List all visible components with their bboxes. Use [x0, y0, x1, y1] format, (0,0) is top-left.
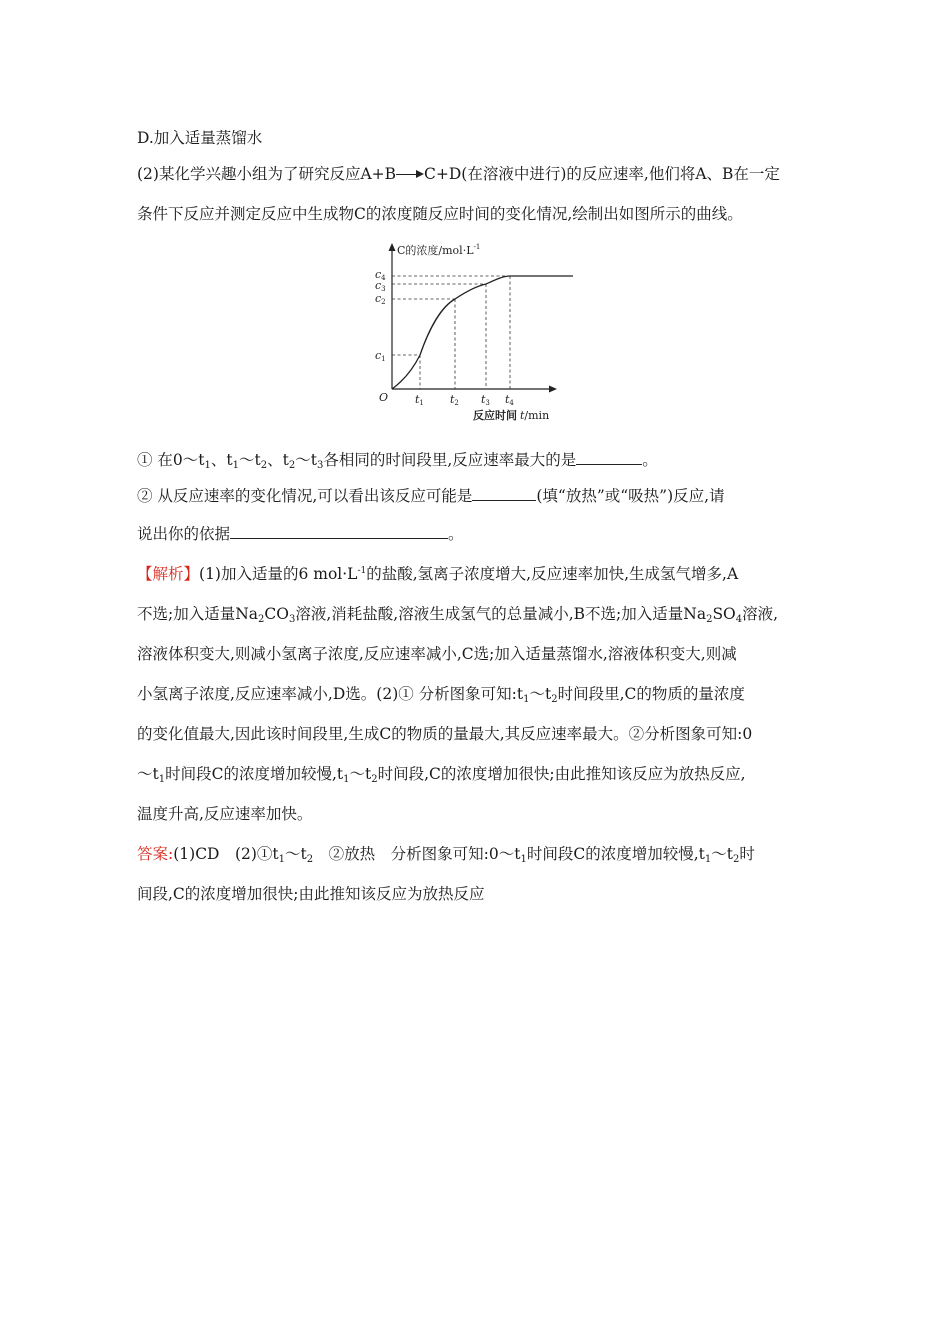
sub-question-2 [137, 484, 817, 507]
option-d: D.加入适量蒸馏水 [137, 129, 263, 147]
y-axis-arrow-icon [389, 243, 396, 251]
analysis-line-3: 溶液体积变大,则减小氢离子浓度,反应速率减小,C选;加入适量蒸馏水,溶液体积变大,则减 [137, 645, 737, 663]
answer-sub: 2 [733, 854, 740, 865]
analysis-sub: 1 [158, 774, 166, 785]
analysis-text: SO [712, 605, 736, 623]
series-line [392, 276, 573, 389]
sq2-pre: ② 从反应速率的变化情况,可以看出该反应可能是 [137, 487, 473, 505]
answer-text: ②放热 分析图象可知:0～t [313, 845, 521, 863]
answer-blank-3[interactable] [230, 522, 448, 539]
answer-sub: 1 [704, 854, 712, 865]
question-2-line-2: 条件下反应并测定反应中生成物C的浓度随反应时间的变化情况,绘制出如图所示的曲线。 [137, 205, 743, 223]
analysis-sub: 2 [551, 694, 558, 705]
sq2-line2-end: 。 [448, 525, 464, 543]
x-tick-t4: t4 [505, 393, 514, 407]
x-tick-t1: t1 [415, 393, 424, 407]
y-axis-label: C的浓度$/mol\cdot L^{-1}$ [397, 243, 481, 257]
y-tick-c1: c1 [375, 349, 386, 363]
analysis-text: ～t [529, 685, 552, 703]
analysis-text: ～t [137, 765, 159, 783]
x-tick-t2: t2 [450, 393, 459, 407]
analysis-text: 不选;加入适量Na [137, 605, 259, 623]
answer-text: (1)CD (2)①t [173, 845, 279, 863]
y-tick-c2: c2 [375, 292, 386, 306]
x-axis-arrow-icon [549, 386, 557, 393]
answer-tag: 答案: [137, 845, 174, 863]
sq1-mid: 、t [267, 451, 289, 469]
analysis-line-1 [137, 563, 817, 585]
analysis-sub: 2 [371, 774, 378, 785]
sub-question-1 [137, 448, 817, 471]
sq1-mid: ～t [295, 451, 317, 469]
answer-sub: 2 [306, 854, 314, 865]
origin-label: O [379, 391, 389, 404]
analysis-text: 的盐酸,氢离子浓度增大,反应速率加快,生成氢气增多,A [366, 565, 739, 583]
analysis-sub: 4 [735, 614, 743, 625]
analysis-text: 溶液, [742, 605, 779, 623]
analysis-sup: -1 [357, 566, 367, 576]
x-axis-label: 反应时间 t/min [473, 409, 550, 422]
sq1-sub: 3 [316, 460, 324, 471]
answer-line-1 [137, 843, 817, 865]
answer-blank-2[interactable] [472, 484, 536, 501]
analysis-tag: 【解析】 [137, 565, 200, 583]
y-tick-c3: c3 [375, 279, 386, 293]
analysis-sub: 2 [258, 614, 265, 625]
analysis-line-4 [137, 683, 817, 705]
sq1-mid: ～t [239, 451, 261, 469]
analysis-text: 时间段,C的浓度增加很快;由此推知该反应为放热反应, [377, 765, 746, 783]
answer-text: 时间段C的浓度增加较慢,t [526, 845, 705, 863]
sq1-mid: 、t [210, 451, 233, 469]
answer-text: ～t [285, 845, 307, 863]
sq1-sub: 1 [232, 460, 240, 471]
answer-blank-1[interactable] [576, 448, 642, 465]
analysis-text: 时间段C的浓度增加较慢,t [165, 765, 344, 783]
question-2-line-1 [137, 163, 817, 185]
analysis-text: 溶液,消耗盐酸,溶液生成氢气的总量减小,B不选;加入适量Na [295, 605, 707, 623]
sq1-sub: 1 [204, 460, 211, 471]
analysis-text: (1)加入适量的6 mol·L [199, 565, 358, 583]
sq1-sub: 2 [288, 460, 296, 471]
analysis-text: 小氢离子浓度,反应速率减小,D选。(2)① 分析图象可知:t [137, 685, 524, 703]
analysis-text: 时间段里,C的物质的量浓度 [557, 685, 745, 703]
reaction-arrow-icon [396, 169, 424, 181]
analysis-text: CO [264, 605, 289, 623]
answer-text: 时 [739, 845, 755, 863]
analysis-line-5: 的变化值最大,因此该时间段里,生成C的物质的量最大,其反应速率最大。②分析图象可知:0 [137, 725, 753, 743]
concentration-time-graph [355, 237, 605, 427]
sq2-post: (填“放热”或“吸热”)反应,请 [536, 487, 725, 505]
answer-sub: 1 [520, 854, 527, 865]
y-tick-c4: c4 [375, 268, 386, 282]
analysis-sub: 2 [706, 614, 713, 625]
sq1-end: 。 [642, 451, 658, 469]
q2-text-post: C+D(在溶液中进行)的反应速率,他们将A、B在一定 [424, 165, 780, 183]
x-tick-t3: t3 [481, 393, 490, 407]
sq1-sub: 2 [260, 460, 268, 471]
analysis-sub: 1 [343, 774, 350, 785]
analysis-line-7: 温度升高,反应速率加快。 [137, 805, 313, 823]
analysis-sub: 1 [523, 694, 530, 705]
answer-text: ～t [711, 845, 733, 863]
sq1-pre: ① 在0～t [137, 451, 205, 469]
sq1-post: 各相同的时间段里,反应速率最大的是 [323, 451, 577, 469]
analysis-sub: 3 [288, 614, 296, 625]
sub-question-2-line-2 [137, 522, 817, 545]
answer-sub: 1 [278, 854, 286, 865]
analysis-text: ～t [349, 765, 372, 783]
analysis-line-2 [137, 603, 817, 625]
analysis-line-6 [137, 763, 817, 785]
answer-line-2: 间段,C的浓度增加很快;由此推知该反应为放热反应 [137, 885, 485, 903]
sq2-line2-pre: 说出你的依据 [137, 525, 231, 543]
q2-text-pre: (2)某化学兴趣小组为了研究反应A+B [137, 165, 397, 183]
